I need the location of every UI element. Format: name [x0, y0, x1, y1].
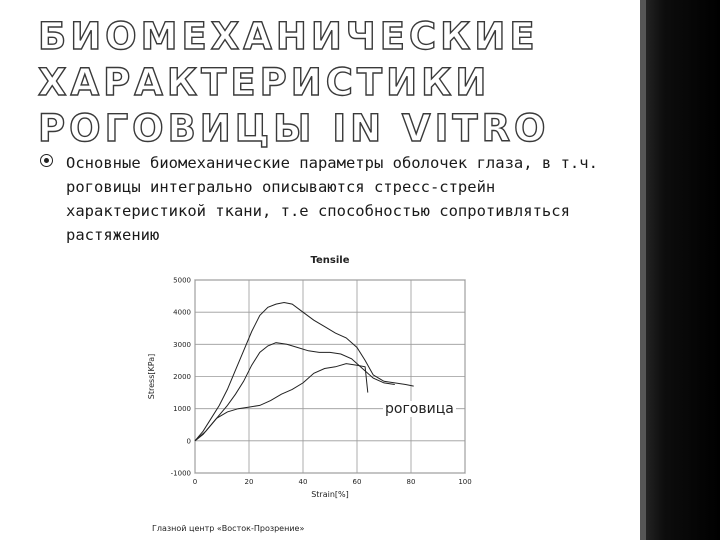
- circle-bullet-icon: [40, 154, 53, 167]
- y-tick-label: 0: [186, 437, 191, 446]
- x-tick-label: 20: [244, 478, 254, 486]
- decorative-side-panel: [640, 0, 720, 540]
- x-tick-label: 60: [352, 478, 362, 486]
- y-tick-label: 3000: [173, 340, 191, 349]
- tensile-chart-svg: [140, 240, 492, 540]
- x-axis-label: Strain[%]: [311, 490, 349, 499]
- bullet-text: Основные биомеханические параметры оболочек глаза, в т.ч. роговицы интегрально описываются стресс-стрейн характеристикой ткани, т.е способностью сопротивляться растяжению: [66, 154, 598, 244]
- footer-caption: Глазной центр «Восток-Прозрение»: [152, 524, 305, 533]
- x-tick-label: 0: [192, 478, 198, 486]
- x-tick-label: 100: [458, 478, 472, 486]
- chart-title: Tensile: [310, 255, 350, 266]
- y-tick-label: 2000: [173, 373, 191, 381]
- y-axis-label: Stress[KPa]: [147, 353, 156, 400]
- y-tick-label: 4000: [173, 308, 191, 317]
- y-tick-label: 5000: [173, 276, 191, 285]
- x-tick-label: 40: [298, 478, 308, 486]
- y-tick-label: 1000: [173, 405, 191, 414]
- slide-title: БИОМЕХАНИЧЕСКИЕ ХАРАКТЕРИСТИКИ РОГОВИЦЫ IN VITRO: [38, 15, 550, 150]
- y-tick-label: -1000: [170, 469, 191, 478]
- x-tick-label: 80: [406, 478, 416, 486]
- cornea-annotation: роговица: [385, 401, 454, 417]
- tensile-chart: [140, 240, 492, 540]
